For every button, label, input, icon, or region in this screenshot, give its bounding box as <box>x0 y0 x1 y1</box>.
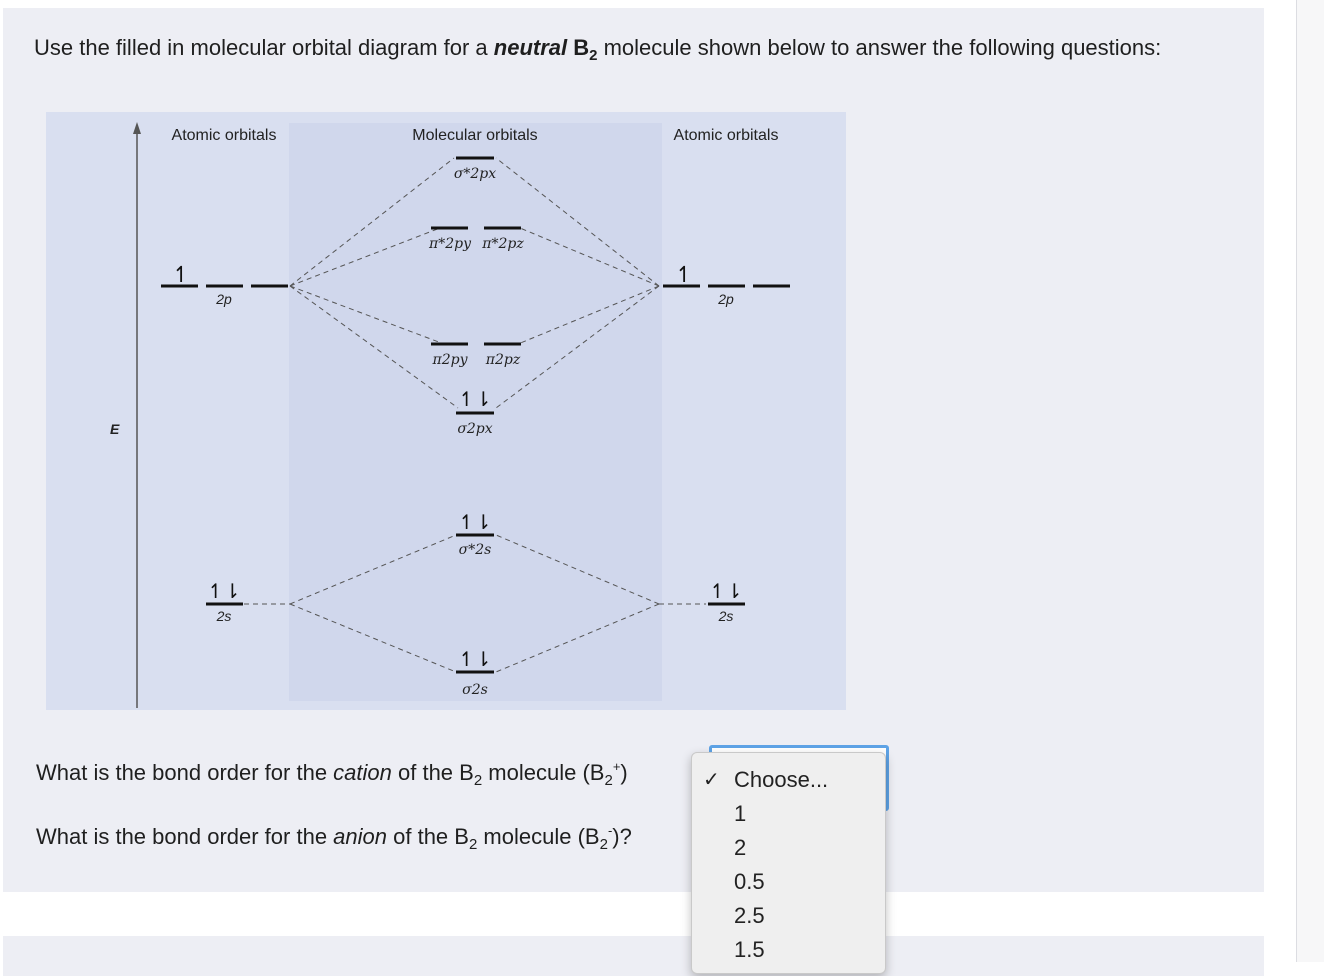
header-molecular: Molecular orbitals <box>412 127 538 144</box>
left-2s-label: 2s <box>216 608 232 624</box>
left-2p-orbitals <box>161 263 288 307</box>
mo-pi-2pz-label: π2pz <box>485 352 521 368</box>
neutral-emphasis: neutral <box>493 35 568 60</box>
mo-sigma-2px-label: σ2px <box>457 421 493 437</box>
right-2s-orbital <box>708 579 745 624</box>
mo-diagram <box>46 112 846 710</box>
question-intro: Use the filled in molecular orbital diagram for a neutral $B_2$ molecule shown below to answer the following questions: <box>34 35 1162 64</box>
mo-pi-star-2py-label: π*2py <box>429 236 471 252</box>
right-2p-electron: ↿ <box>675 263 694 288</box>
right-2s-label: 2s <box>718 608 734 624</box>
mo-sigma-2s-label: σ2s <box>462 682 488 698</box>
mo-sigma-2px-electrons: ↿⇂ <box>458 387 492 411</box>
left-2s-orbital <box>206 579 243 624</box>
energy-axis-label: E <box>110 421 120 437</box>
left-2p-electron: ↿ <box>172 263 191 288</box>
dropdown-option-0-5[interactable]: 0.5 <box>734 869 765 894</box>
dropdown-option-2-5[interactable]: 2.5 <box>734 903 765 928</box>
mo-sigma-star-2s-electrons: ↿⇂ <box>458 510 492 534</box>
header-atomic-right: Atomic orbitals <box>673 127 779 144</box>
question-cation-bond-order: What is the bond order for the cation of the $B_2$ molecule $(B_2^+)$ <box>36 759 628 789</box>
dropdown-option-1-5[interactable]: 1.5 <box>734 937 765 962</box>
dropdown-option-choose[interactable]: ✓ Choose... <box>692 763 885 797</box>
dropdown-option-1[interactable]: 1 <box>734 801 747 826</box>
checkmark-icon: ✓ <box>703 769 720 791</box>
energy-axis-arrow <box>133 122 141 134</box>
mo-sigma-star-2px-label: σ*2px <box>453 166 497 182</box>
left-2p-label: 2p <box>216 291 232 307</box>
right-2p-orbitals <box>663 263 790 307</box>
mo-sigma-2px <box>456 387 494 437</box>
mo-sigma-star-2s <box>456 510 494 558</box>
right-2p-label: 2p <box>718 291 734 307</box>
dropdown-option-2[interactable]: 2 <box>734 835 747 860</box>
mo-sigma-2s-electrons: ↿⇂ <box>458 647 492 671</box>
header-atomic-left: Atomic orbitals <box>171 127 277 144</box>
mo-pi-star-2pz-label: π*2pz <box>482 236 524 252</box>
next-question-card <box>3 936 1264 976</box>
question-anion-bond-order: What is the bond order for the anion of the $B_2$ molecule $(B_2^-)$? <box>36 823 632 853</box>
mo-diagram-svg <box>46 112 846 710</box>
right-scrollbar-rail[interactable] <box>1296 0 1324 962</box>
left-2s-electrons: ↿⇂ <box>207 579 241 603</box>
mo-sigma-star-2s-label: σ*2s <box>458 542 492 558</box>
right-2s-electrons: ↿⇂ <box>709 579 743 603</box>
mo-pi-2py-label: π2py <box>432 352 468 368</box>
answer-dropdown-menu[interactable] <box>691 752 886 974</box>
